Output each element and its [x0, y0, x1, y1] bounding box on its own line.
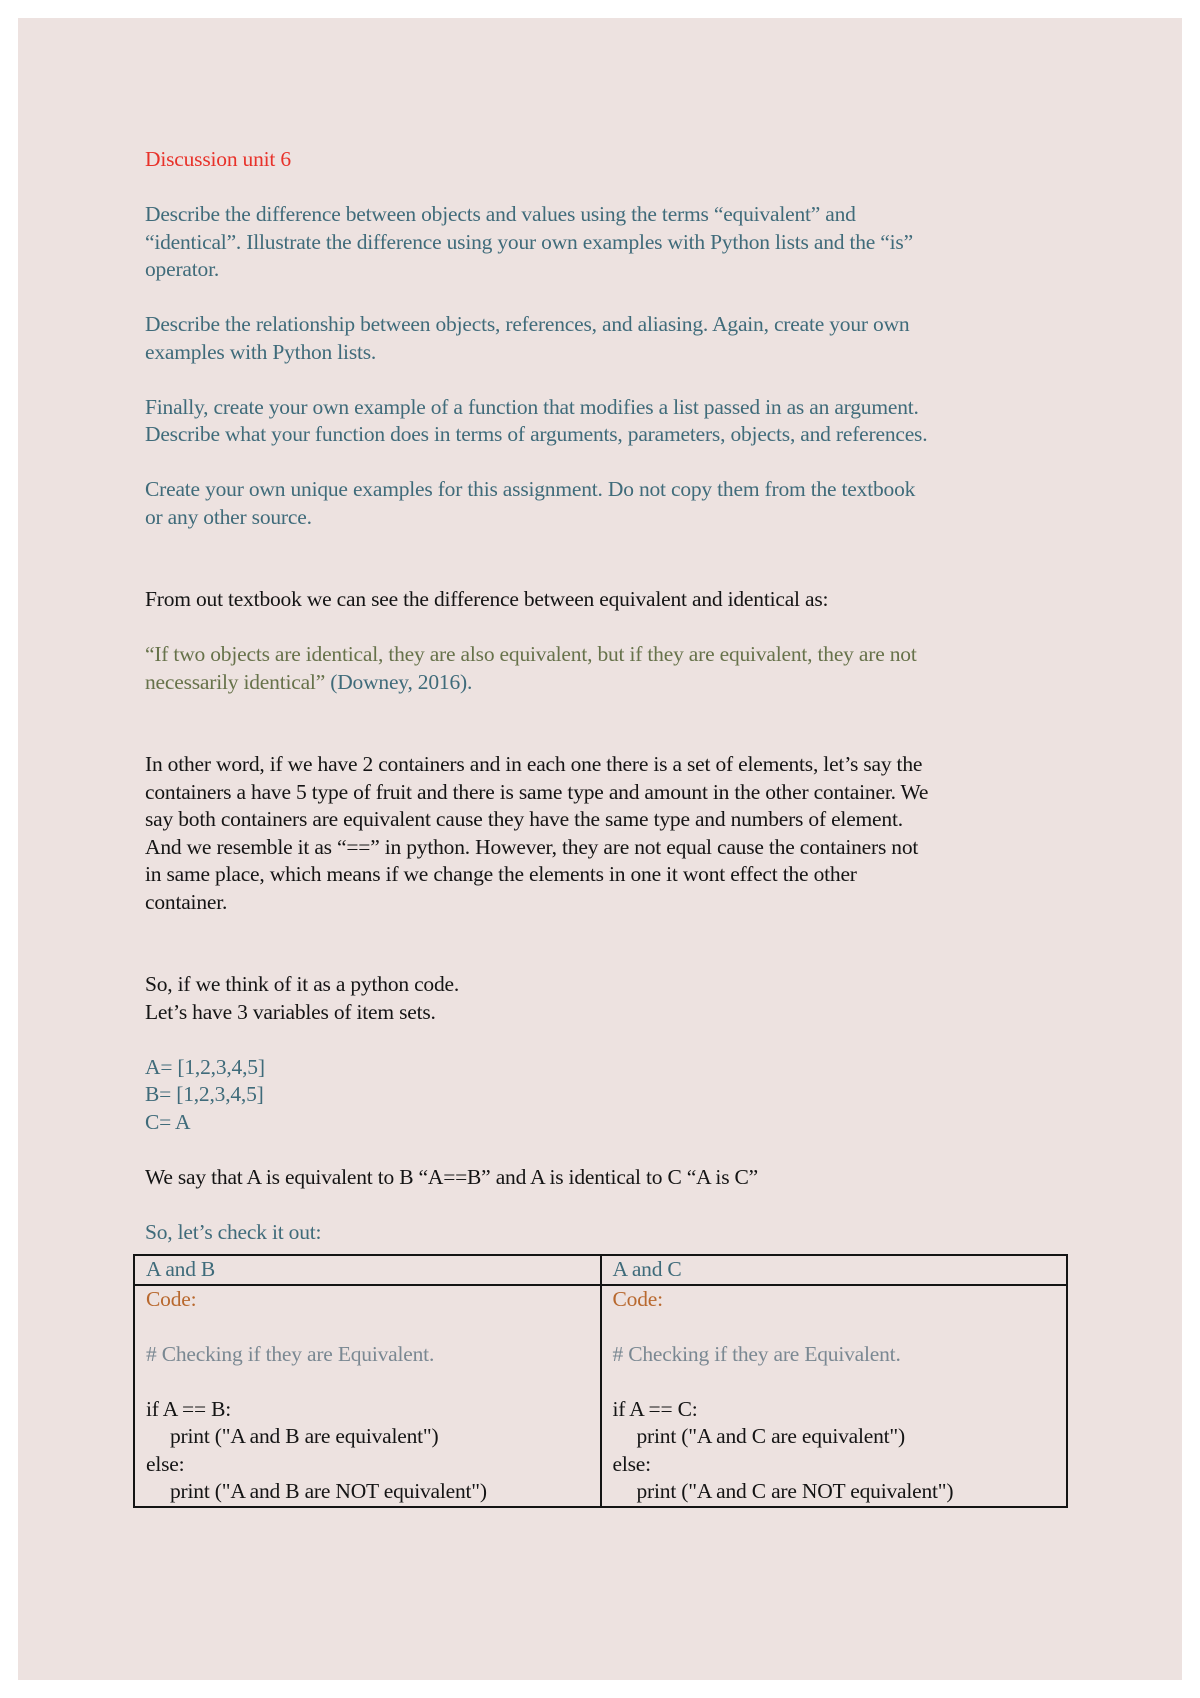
code-comment: # Checking if they are Equivalent.: [146, 1341, 435, 1366]
code-print-true: print ("A and B are equivalent"): [170, 1424, 439, 1448]
table-header-a-and-c: A and C: [601, 1255, 1068, 1285]
prompt-paragraph-1: Describe the difference between objects and values using the terms “equivalent” and “identical”. Illustrate the difference using your own examples with Python lists and the “is” operator.: [145, 202, 913, 281]
spacer: [145, 559, 1085, 587]
code-variables: A= [1,2,3,4,5] B= [1,2,3,4,5] C= A: [145, 1054, 265, 1134]
quote-citation: (Downey, 2016).: [325, 669, 473, 694]
document-content: [145, 146, 1085, 1508]
comparison-table: [133, 1254, 1068, 1508]
table-header-row: [134, 1255, 1067, 1285]
prompt-paragraph-3: Finally, create your own example of a function that modifies a list passed in as an argument. Describe what your function does in terms of arguments, parameters, objects, and references.: [145, 394, 928, 446]
code-label: Code:: [612, 1286, 663, 1311]
code-if-line: if A == B:: [146, 1396, 231, 1421]
code-else-line: else:: [146, 1451, 185, 1476]
explanation-paragraph: In other word, if we have 2 containers and in each one there is a set of elements, let’s say the containers a have 5 type of fruit and there is same type and amount in the other container. We say both containers are equivalent cause they have the same type and numbers of element. And we resemble it as “==” in python. However, they are not equal cause the containers not in same place, which means if we change the elements in one it wont effect the other container.: [145, 752, 929, 914]
spacer: [145, 944, 1085, 972]
code-print-true: print ("A and C are equivalent"): [636, 1424, 905, 1448]
document-page: [18, 18, 1182, 1680]
code-cell-a-and-c: [601, 1285, 1068, 1507]
prompt-paragraph-2: Describe the relationship between objects, references, and aliasing. Again, create your own examples with Python lists.: [145, 312, 910, 364]
prompt-paragraph-4: Create your own unique examples for this assignment. Do not copy them from the textbook or any other source.: [145, 477, 916, 529]
code-else-line: else:: [612, 1451, 651, 1476]
code-label: Code:: [146, 1286, 197, 1311]
code-comment: # Checking if they are Equivalent.: [612, 1341, 901, 1366]
textbook-quote: “If two objects are identical, they are also equivalent, but if they are equivalent, they are not necessarily identical” (Downey, 2016).: [145, 642, 917, 694]
code-cell-a-and-b: [134, 1285, 601, 1507]
table-header-a-and-b: A and B: [134, 1255, 601, 1285]
code-print-false: print ("A and B are NOT equivalent"): [170, 1479, 487, 1503]
table-code-row: [134, 1285, 1067, 1507]
spacer: [145, 724, 1085, 752]
intro-text: From out textbook we can see the difference between equivalent and identical as:: [145, 587, 829, 611]
equivalence-statement: We say that A is equivalent to B “A==B” and A is identical to C “A is C”: [145, 1164, 759, 1189]
python-intro: So, if we think of it as a python code. Let’s have 3 variables of item sets.: [145, 972, 460, 1024]
document-title: Discussion unit 6: [145, 147, 291, 171]
check-heading: So, let’s check it out:: [145, 1219, 322, 1244]
code-if-line: if A == C:: [612, 1396, 698, 1421]
code-print-false: print ("A and C are NOT equivalent"): [636, 1479, 954, 1503]
